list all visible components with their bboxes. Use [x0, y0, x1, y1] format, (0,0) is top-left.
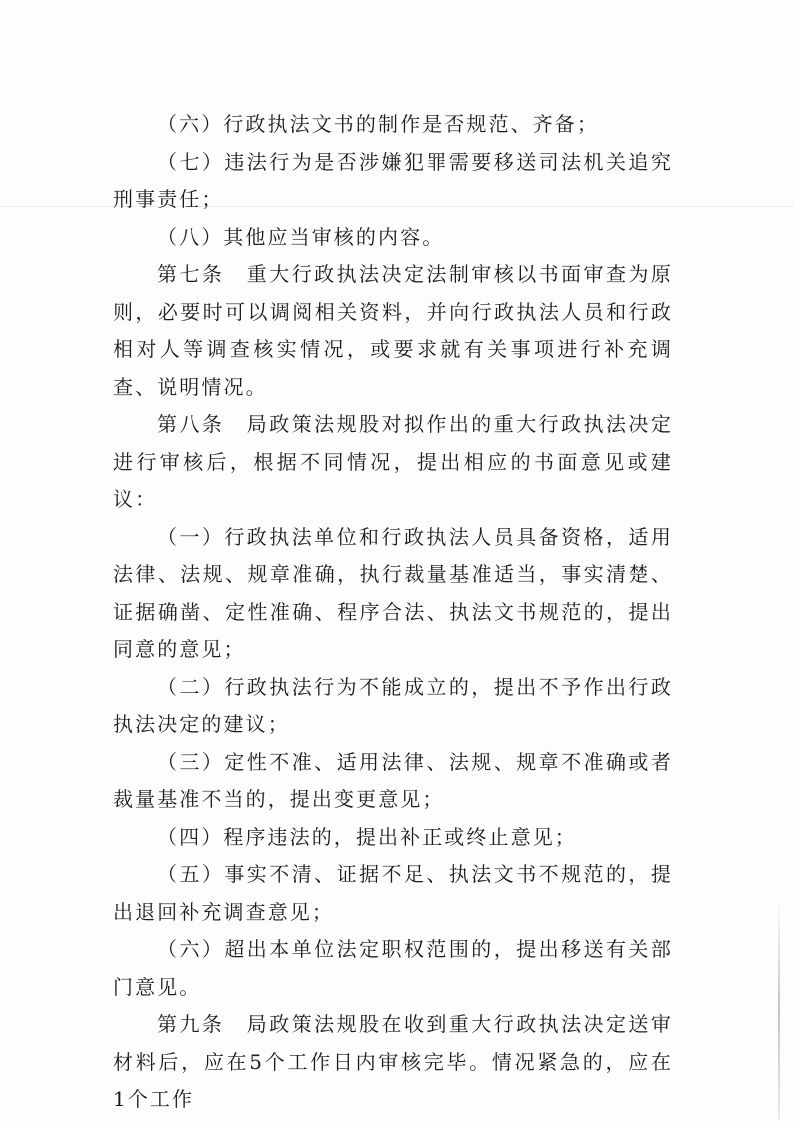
article-8-item-1: （一）行政执法单位和行政执法人员具备资格，适用法律、法规、规章准确，执行裁量基准适当，事实清楚、证据确凿、定性准确、程序合法、执法文书规范的，提出同意的意见； — [113, 524, 673, 661]
paragraph-item-7: （七）违法行为是否涉嫌犯罪需要移送司法机关追究刑事责任； — [113, 149, 673, 211]
article-7: 第七条 重大行政执法决定法制审核以书面审查为原则，必要时可以调阅相关资料，并向行政执法人员和行政相对人等调查核实情况，或要求就有关事项进行补充调查、说明情况。 — [113, 262, 673, 399]
scan-edge-shadow — [778, 900, 780, 1120]
article-8-item-2: （二）行政执法行为不能成立的，提出不予作出行政执法决定的建议； — [113, 674, 673, 736]
document-body — [113, 106, 673, 1119]
article-8-item-4: （四）程序违法的，提出补正或终止意见； — [157, 824, 577, 849]
article-8-item-3: （三）定性不准、适用法律、法规、规章不准确或者裁量基准不当的，提出变更意见； — [113, 749, 673, 811]
paragraph-item-8: （八）其他应当审核的内容。 — [157, 224, 445, 249]
article-8-item-5: （五）事实不清、证据不足、执法文书不规范的，提出退回补充调查意见； — [113, 862, 673, 924]
article-9: 第九条 局政策法规股在收到重大行政执法决定送审材料后，应在5个工作日内审核完毕。情况紧急的，应在1个工作 — [113, 1012, 673, 1111]
article-8-item-6: （六）超出本单位法定职权范围的，提出移送有关部门意见。 — [113, 937, 673, 999]
article-8: 第八条 局政策法规股对拟作出的重大行政执法决定进行审核后，根据不同情况，提出相应的书面意见或建议： — [113, 412, 673, 511]
paragraph-item-6: （六）行政执法文书的制作是否规范、齐备； — [157, 112, 599, 136]
